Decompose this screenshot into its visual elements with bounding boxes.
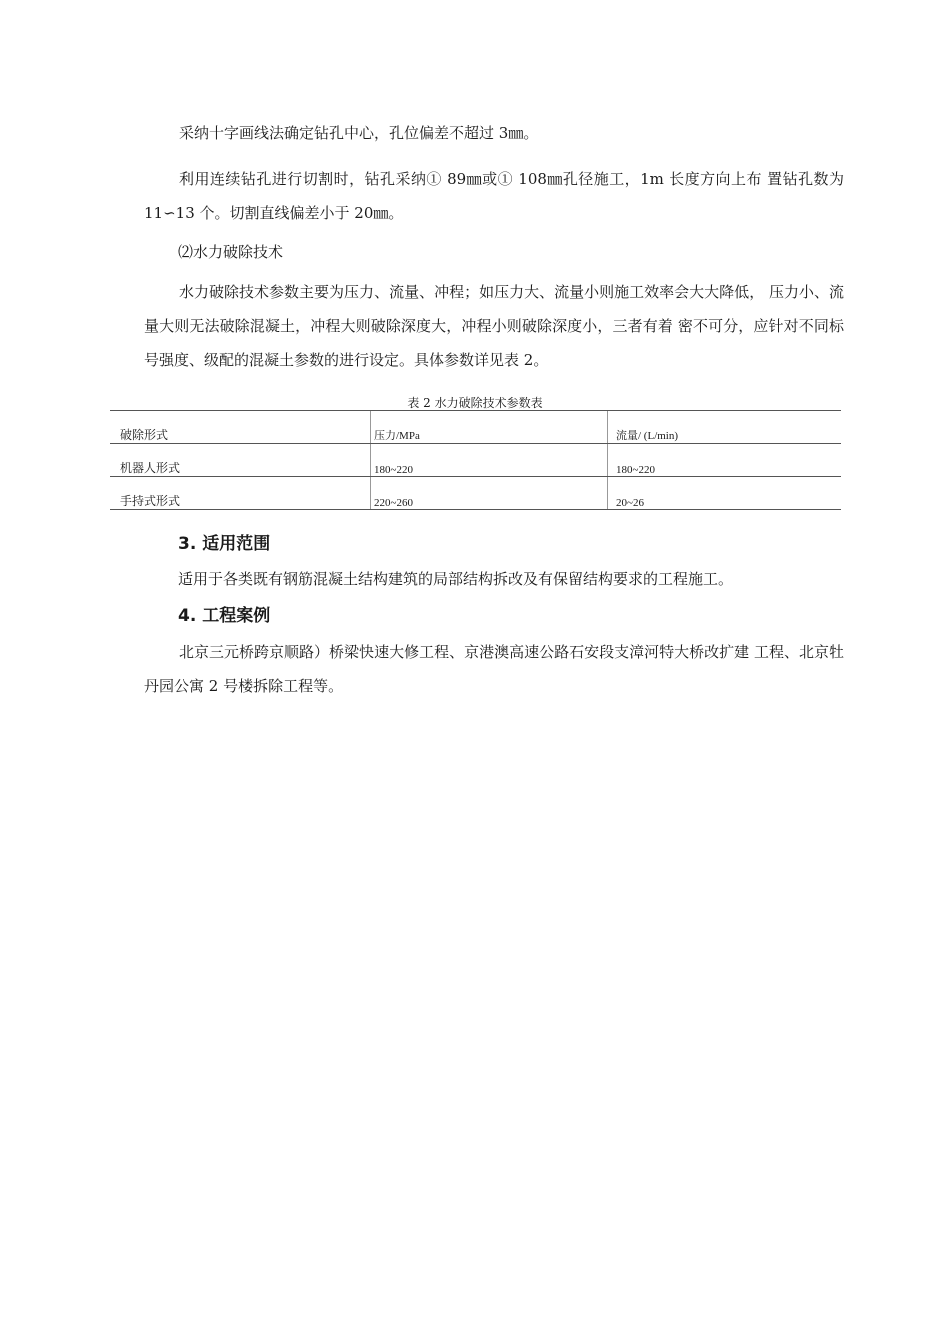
table-cell: 手持式形式 xyxy=(110,477,371,510)
section-title-scope: 3. 适用范围 xyxy=(178,534,271,554)
table-cell: 180~220 xyxy=(371,444,608,477)
paragraph-continuous-drilling: 利用连续钻孔进行切割时，钻孔采纳① 89㎜或① 108㎜孔径施工，1m 长度方向上布 置钻孔数为 11∽13 个。切割直线偏差小于 20㎜。 xyxy=(144,170,844,222)
table-caption: 表 2 水力破除技术参数表 xyxy=(407,396,543,410)
table-row xyxy=(110,477,841,510)
paragraph-drill-center: 采纳十字画线法确定钻孔中心，孔位偏差不超过 3㎜。 xyxy=(179,124,539,142)
table-header-cell: 破除形式 xyxy=(110,411,371,444)
table-cell: 220~260 xyxy=(371,477,608,510)
sub-heading-hydro-demolition: ⑵水力破除技术 xyxy=(178,243,284,261)
table-cell: 180~220 xyxy=(608,444,842,477)
paragraph-scope: 适用于各类既有钢筋混凝土结构建筑的局部结构拆改及有保留结构要求的工程施工。 xyxy=(178,570,734,588)
table-header-cell: 流量/ (L/min) xyxy=(608,411,842,444)
paragraph-cases: 北京三元桥跨京顺路）桥梁快速大修工程、京港澳高速公路石安段支漳河特大桥改扩建 工程、北京牡丹园公寓 2 号楼拆除工程等。 xyxy=(144,643,844,695)
parameters-table xyxy=(110,410,841,510)
table-row xyxy=(110,444,841,477)
section-title-cases: 4. 工程案例 xyxy=(178,606,271,626)
table-header-cell: 压力/MPa xyxy=(371,411,608,444)
table-cell: 机器人形式 xyxy=(110,444,371,477)
paragraph-hydro-parameters: 水力破除技术参数主要为压力、流量、冲程；如压力大、流量小则施工效率会大大降低， 压力小、流量大则无法破除混凝土，冲程大则破除深度大，冲程小则破除深度小，三者有着 密不可分，应针对不同标号强度、级配的混凝土参数的进行设定。具体参数详见表 2。 xyxy=(144,283,844,369)
table-cell: 20~26 xyxy=(608,477,842,510)
table-header-row xyxy=(110,411,841,444)
